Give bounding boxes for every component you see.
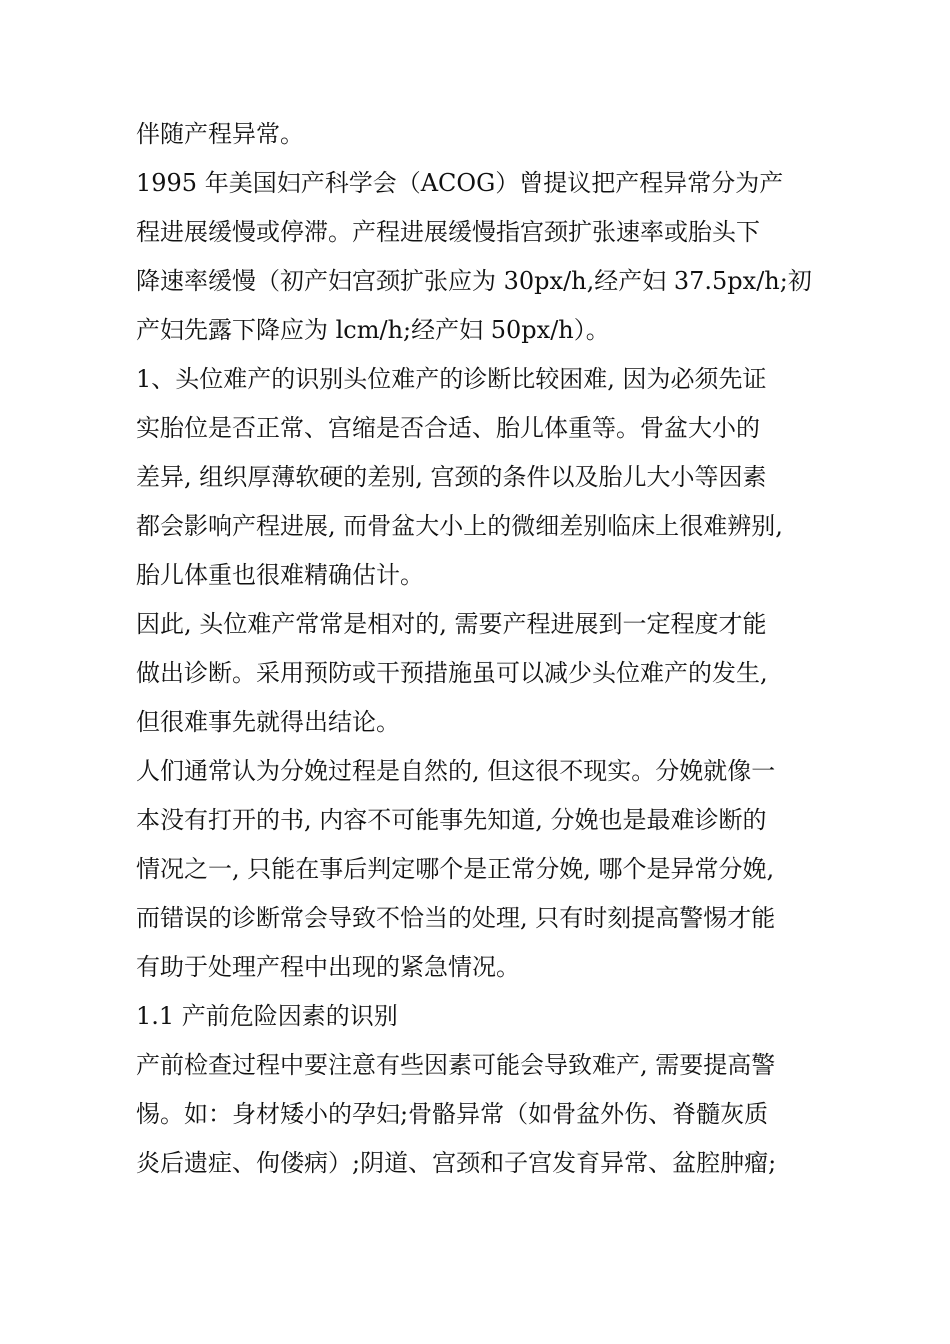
text-line: 产妇先露下降应为 lcm/h;经产妇 50px/h）。 — [136, 316, 610, 344]
paragraph-section-1 — [136, 355, 826, 600]
paragraph-continuation — [136, 110, 826, 159]
text-line: 但很难事先就得出结论。 — [136, 708, 400, 736]
text-line: 伴随产程异常。 — [136, 120, 304, 148]
text-line: 做出诊断。采用预防或干预措施虽可以减少头位难产的发生, — [136, 659, 768, 687]
text-line: 产前检查过程中要注意有些因素可能会导致难产, 需要提高警 — [136, 1051, 776, 1079]
text-line: 1、头位难产的识别头位难产的诊断比较困难, 因为必须先证 — [136, 365, 767, 393]
paragraph-delivery — [136, 747, 826, 992]
paragraph-prenatal-risks — [136, 1041, 826, 1188]
text-line: 1.1 产前危险因素的识别 — [136, 1002, 398, 1030]
text-line: 本没有打开的书, 内容不可能事先知道, 分娩也是最难诊断的 — [136, 806, 767, 834]
paragraph-acog — [136, 159, 826, 355]
text-line: 降速率缓慢（初产妇宫颈扩张应为 30px/h,经产妇 37.5px/h;初 — [136, 267, 812, 295]
text-line: 有助于处理产程中出现的紧急情况。 — [136, 953, 520, 981]
section-heading-1-1 — [136, 992, 826, 1041]
text-line: 差异, 组织厚薄软硬的差别, 宫颈的条件以及胎儿大小等因素 — [136, 463, 767, 491]
text-line: 人们通常认为分娩过程是自然的, 但这很不现实。分娩就像一 — [136, 757, 776, 785]
text-line: 而错误的诊断常会导致不恰当的处理, 只有时刻提高警惕才能 — [136, 904, 776, 932]
text-line: 因此, 头位难产常常是相对的, 需要产程进展到一定程度才能 — [136, 610, 767, 638]
text-line: 1995 年美国妇产科学会（ACOG）曾提议把产程异常分为产 — [136, 169, 784, 197]
text-line: 情况之一, 只能在事后判定哪个是正常分娩, 哪个是异常分娩, — [136, 855, 775, 883]
text-line: 胎儿体重也很难精确估计。 — [136, 561, 424, 589]
text-line: 程进展缓慢或停滞。产程进展缓慢指宫颈扩张速率或胎头下 — [136, 218, 760, 246]
text-line: 惕。如：身材矮小的孕妇;骨骼异常（如骨盆外伤、脊髓灰质 — [136, 1100, 769, 1128]
text-line: 实胎位是否正常、宫缩是否合适、胎儿体重等。骨盆大小的 — [136, 414, 760, 442]
document-body — [136, 110, 826, 1188]
text-line: 都会影响产程进展, 而骨盆大小上的微细差别临床上很难辨别, — [136, 512, 783, 540]
paragraph-therefore — [136, 600, 826, 747]
text-line: 炎后遗症、佝偻病）;阴道、宫颈和子宫发育异常、盆腔肿瘤; — [136, 1149, 777, 1177]
